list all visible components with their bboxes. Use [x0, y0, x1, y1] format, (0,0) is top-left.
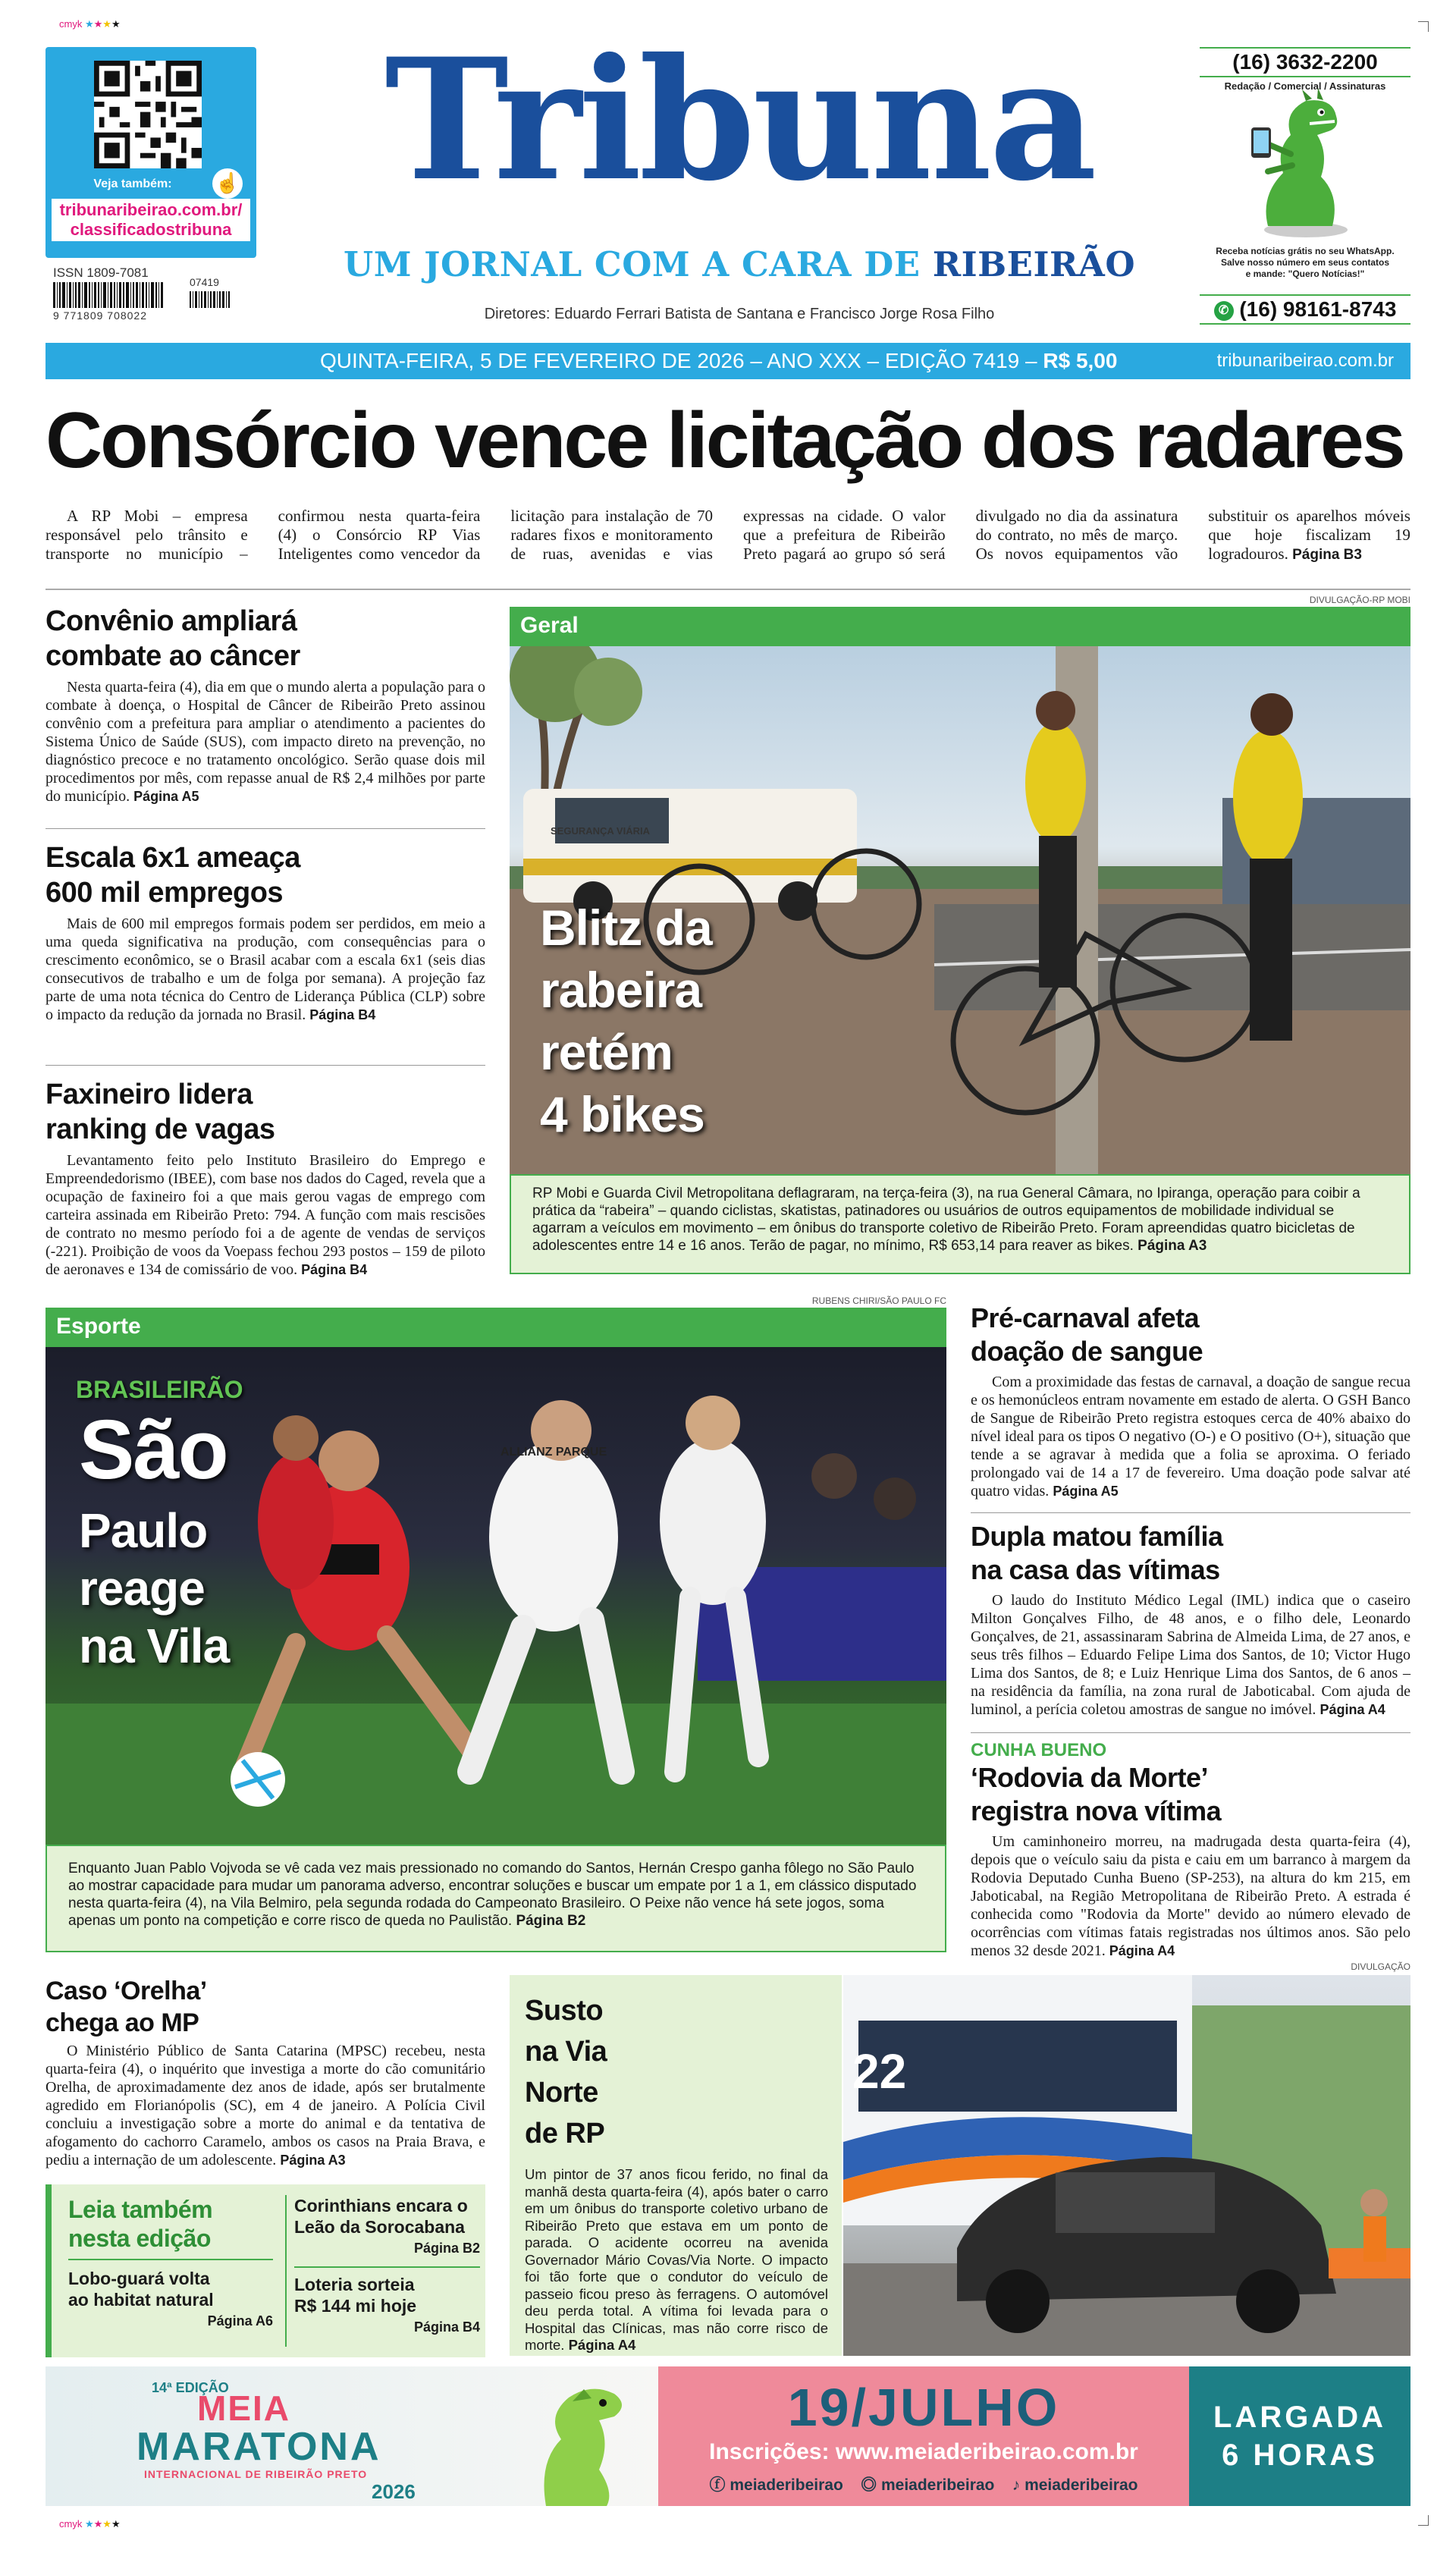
barcode-digits: 9 771809 708022	[53, 309, 147, 322]
ad-meia: MEIA	[197, 2388, 290, 2428]
leia-item-3[interactable]: Loteria sorteia R$ 144 mi hoje Página B4	[294, 2275, 480, 2335]
leia-item-1[interactable]: Lobo-guará volta ao habitat natural Página A6	[68, 2269, 273, 2329]
barcode-addon: 07419	[190, 276, 219, 288]
ad-year: 2026	[372, 2480, 416, 2503]
classificados-link[interactable]: tribunaribeirao.com.br/ classificadostribuna	[52, 199, 250, 241]
hand-pointer-icon: ☝	[212, 168, 243, 199]
geral-caption: RP Mobi e Guarda Civil Metropolitana deflagraram, na terça-feira (3), na rua General Câmara, no Ipiranga, operação para coibir a prática da “rabeira” – quando ciclistas, skatistas, patinadores ou usuários de outros equipamentos de mobilidade individual se agarram a veículos em movimento – em ônibus do transporte coletivo de Ribeirão Preto. Foram apreendidas quatro bicicletas de adolescentes entre 14 e 16 anos. Terão de pagar, no mínimo, R$ 653,14 para reaver as bikes. Página A3	[510, 1174, 1410, 1274]
lead-headline[interactable]: Consórcio vence licitação dos radares	[46, 397, 1404, 485]
whatsapp-number[interactable]: ✆ (16) 98161-8743	[1200, 294, 1410, 325]
susto-headline[interactable]: Susto na Via Norte de RP	[525, 1995, 607, 2150]
story-headline[interactable]: Dupla matou família na casa das vítimas	[971, 1521, 1223, 1585]
story-body: O laudo do Instituto Médico Legal (IML) indica que o caseiro Milton Gonçalves Filho, de 48 anos, e o filho dele, Leonardo Gonçalves, de 21, assassinaram Sabrina de Almeida Lima, de 27 anos, e seus três filhos – Eduardo Felipe Lima dos Santos, de 10; Victor Hugo Lima dos Santos, de 8; e Luiz Henrique Lima dos Santos, de 6 anos – na residência da família, na zona rural de Jaboticabal. Com ajuda de luminol, a perícia coletou amostras de sangue no imóvel. Página A4	[971, 1592, 1410, 1718]
left-story-3	[46, 1077, 485, 1279]
geral-overlay-headline[interactable]: Blitz da rabeira retém 4 bikes	[540, 900, 712, 1142]
photo-credit: RUBENS CHIRI/SÃO PAULO FC	[811, 1295, 946, 1306]
esporte-overlay-headline[interactable]: Paulo reage na Vila	[79, 1503, 230, 1673]
cmyk-mark: cmyk ★★★★	[59, 18, 121, 30]
qr-code-icon[interactable]	[94, 61, 202, 168]
story-headline[interactable]: Caso ‘Orelha’ chega ao MP	[46, 1977, 207, 2037]
left-story-2	[46, 840, 485, 1024]
dateline-text: QUINTA-FEIRA, 5 DE FEVEREIRO DE 2026 – ANO XXX – EDIÇÃO 7419 – R$ 5,00	[320, 349, 1118, 372]
left-story-1	[46, 604, 485, 806]
ad-date: 19/JULHO	[787, 2378, 1060, 2437]
right-story-1	[971, 1302, 1410, 1500]
right-story-3	[971, 1740, 1410, 1960]
susto-box	[510, 1975, 842, 2356]
dateline-bar	[46, 343, 1410, 379]
ad-inscricoes[interactable]: Inscrições: www.meiaderibeirao.com.br	[709, 2439, 1138, 2464]
ad-largada: LARGADA 6 HORAS	[1213, 2401, 1386, 2472]
esporte-overlay-big[interactable]: São	[79, 1403, 228, 1496]
divider	[46, 1065, 485, 1066]
photo-credit: DIVULGAÇÃO	[1351, 1961, 1410, 1972]
story-body: Com a proximidade das festas de carnaval, a doação de sangue recua e os hemonúcleos entram novamente em estado de alerta. O GSH Banco de Sangue de Ribeirão Preto registra estoques cerca de 40% abaixo do nível ideal para os tipos O negativo (O-) e O positivo (O+), situação que tende a se agravar à medida que a folia se aproxima. O feriado prolongado vai de 14 a 17 de fevereiro. Uma doação pode salvar até quatro vidas. Página A5	[971, 1374, 1410, 1500]
cmyk-mark: cmyk ★★★★	[59, 2518, 121, 2530]
story-body: Mais de 600 mil empregos formais podem ser perdidos, em meio a uma queda significativa na produção, com consequências para o crescimento econômico, se o Brasil acabar com a escala 6x1 (seis dias consecutivos de trabalho e um de folga por semana). A projeção faz parte de uma nota técnica do Centro de Liderança Pública (CLP) sobre o impacto da redução da jornada no Brasil. Página B4	[46, 915, 485, 1023]
issn: ISSN 1809-7081	[53, 265, 149, 280]
phone-number[interactable]: (16) 3632-2200	[1200, 47, 1410, 77]
directors-line: Diretores: Eduardo Ferrari Batista de Santana e Francisco Jorge Rosa Filho	[484, 306, 995, 322]
geral-photo	[510, 646, 1410, 1174]
whatsapp-text: Receba notícias grátis no seu WhatsApp. Salve nosso número em seus contatos e mande: "Quero Notícias!"	[1216, 246, 1395, 279]
contact-panel	[1200, 47, 1410, 328]
ad-edition: 14ª EDIÇÃO	[152, 2380, 229, 2395]
story-headline[interactable]: Pré-carnaval afeta doação de sangue	[971, 1302, 1203, 1367]
susto-body: Um pintor de 37 anos ficou ferido, no final da manhã desta quarta-feira (4), após bater o carro em um ônibus do transporte coletivo urbano de Ribeirão Preto que estava em um ponto de parada. O acidente ocorreu na avenida Governador Mário Covas/Via Norte. O impacto foi tão forte que o condutor do veículo de passeio ficou preso às ferragens. O automóvel deu perda total. A vítima foi levada para o Hospital das Clínicas, mas não corre risco de morte. Página A4	[525, 2166, 828, 2353]
esporte-photo	[46, 1347, 946, 1845]
story-kicker: CUNHA BUENO	[971, 1740, 1107, 1760]
crop-mark	[1418, 2515, 1429, 2526]
right-story-2	[971, 1520, 1410, 1719]
phone-sub: Redação / Comercial / Assinaturas	[1224, 80, 1386, 92]
dinosaur-runner-icon	[516, 2371, 645, 2506]
story-body: O Ministério Público de Santa Catarina (MPSC) recebeu, nesta quarta-feira (4), o inquérito que investiga a morte do cão comunitário Orelha, de aproximadamente dez anos de idade, após ser brutalmente agredido em Florianópolis (SC), em 4 de janeiro. A Polícia Civil concluiu a investigação sobre a morte do animal e da tentativa de afogamento do cachorro Caramelo, ambos os casos na Praia Brava, e pediu a internação de um adolescente. Página A3	[46, 2043, 485, 2168]
story-body: Nesta quarta-feira (4), dia em que o mundo alerta a população para o combate à doença, o Hospital de Câncer de Ribeirão Preto assinou convênio com a prefeitura para ampliar o atendimento a pacientes do Sistema Único de Saúde (SUS), com impacto direto na prevenção, no diagnóstico precoce e no tratamento oncológico. Serão quase dois mil procedimentos por mês, com repasse anual de R$ 2,4 milhões por parte do município. Página A5	[46, 679, 485, 805]
divider	[971, 1512, 1410, 1513]
divider	[971, 1732, 1410, 1733]
divider	[46, 589, 1410, 590]
leia-title: Leia também nesta edição	[68, 2196, 213, 2252]
leia-item-2[interactable]: Corinthians encara o Leão da Sorocabana Página B2	[294, 2196, 480, 2256]
bus-number: 22	[852, 2044, 907, 2099]
divider	[46, 828, 485, 829]
facebook-icon: ⓕ	[709, 2476, 726, 2494]
accident-scene	[843, 1975, 1410, 2356]
divider	[285, 2195, 287, 2347]
leia-tambem-box	[46, 2184, 485, 2357]
story-body: Levantamento feito pelo Instituto Brasileiro do Emprego e Empreendedorismo (IBEE), com base nos dados do Caged, revela que a ocupação de faxineiro foi a que mais gerou vagas de emprego com carteira assinada em Ribeirão Preto: 794. A função com mais rescisões de contrato no mesmo período foi a de agente de vendas de serviços (-221). Proibição de voos da Voepass fechou 293 postos – 159 de piloto de aeronaves e 134 de comissário de voo. Página B4	[46, 1152, 485, 1278]
section-bar-geral[interactable]: Geral	[510, 607, 1410, 646]
story-headline[interactable]: Faxineiro lidera ranking de vagas	[46, 1079, 275, 1145]
divider	[68, 2259, 273, 2260]
ad-social[interactable]: ⓕ meiaderibeirao ◎ meiaderibeirao ♪ meiaderibeirao	[709, 2476, 1138, 2494]
veja-label: Veja também:	[93, 177, 172, 190]
divider	[294, 2266, 480, 2268]
susto-photo	[843, 1975, 1410, 2356]
story-headline[interactable]: ‘Rodovia da Morte’ registra nova vítima	[971, 1762, 1222, 1826]
orelha-story	[46, 1975, 485, 2169]
dinosaur-mascot-icon	[1245, 82, 1367, 241]
lead-body: A RP Mobi – empresa responsável pelo trânsito e transporte no município – confirmou nesta quarta-feira (4) o Consórcio RP Vias Inteligentes como vencedor da licitação para instalação de 70 radares fixos e monitoramento de ruas, avenidas e vias expressas na cidade. O valor que a prefeitura de Ribeirão Preto pagará ao grupo só será divulgado no dia da assinatura do contrato, no mês de março. Os novos equipamentos vão substituir os aparelhos móveis que hoje fiscalizam 19 logradouros. Página B3	[46, 507, 1410, 563]
masthead-title: Tribuna	[384, 21, 1094, 218]
ad-banner[interactable]	[46, 2366, 1410, 2506]
van-text: SEGURANÇA VIÁRIA	[551, 825, 650, 837]
story-body: Um caminhoneiro morreu, na madrugada desta quarta-feira (4), depois que o veículo saiu da pista e caiu em um barranco à margem da Rodovia Deputado Cunha Bueno (SP-253), na altura do km 215, em Jaboticabal, na Região Metropolitana de Ribeirão Preto. A estrada é conhecida como "Rodovia da Morte" devido ao número elevado de ocorrências com vítimas fatais registradas nos últimos anos. São pelo menos 32 desde 2021. Página A4	[971, 1833, 1410, 1959]
qr-panel	[46, 47, 256, 258]
ad-maratona: MARATONA	[136, 2425, 381, 2469]
instagram-icon: ◎	[861, 2476, 877, 2494]
photo-credit: DIVULGAÇÃO-RP MOBI	[1309, 595, 1410, 605]
tiktok-icon: ♪	[1012, 2476, 1021, 2494]
masthead-slogan: UM JORNAL COM A CARA DE RIBEIRÃO	[343, 244, 1136, 284]
esporte-kicker: BRASILEIRÃO	[76, 1376, 243, 1403]
crop-mark	[1418, 21, 1429, 32]
esporte-caption: Enquanto Juan Pablo Vojvoda se vê cada vez mais pressionado no comando do Santos, Hernán Crespo ganha fôlego no São Paulo ao mostrar capacidade para mudar um panorama adverso, encontrar soluções e buscar um empate por 1 a 1, em clássico disputado nesta quarta-feira (4), na Vila Belmiro, pela segunda rodada do Campeonato Brasileiro. O Peixe não vence há sete jogos, soma apenas um ponto na competição e corre risco de queda no Paulistão. Página B2	[46, 1845, 946, 1952]
whatsapp-icon: ✆	[1214, 301, 1234, 321]
story-headline[interactable]: Convênio ampliará combate ao câncer	[46, 605, 300, 672]
section-bar-esporte[interactable]: Esporte	[46, 1308, 946, 1347]
site-link[interactable]: tribunaribeirao.com.br	[1216, 350, 1394, 371]
shirt-text: ALLIANZ PARQUE	[500, 1446, 607, 1459]
ad-sub: INTERNACIONAL DE RIBEIRÃO PRETO	[144, 2468, 368, 2480]
story-headline[interactable]: Escala 6x1 ameaça 600 mil empregos	[46, 842, 300, 909]
